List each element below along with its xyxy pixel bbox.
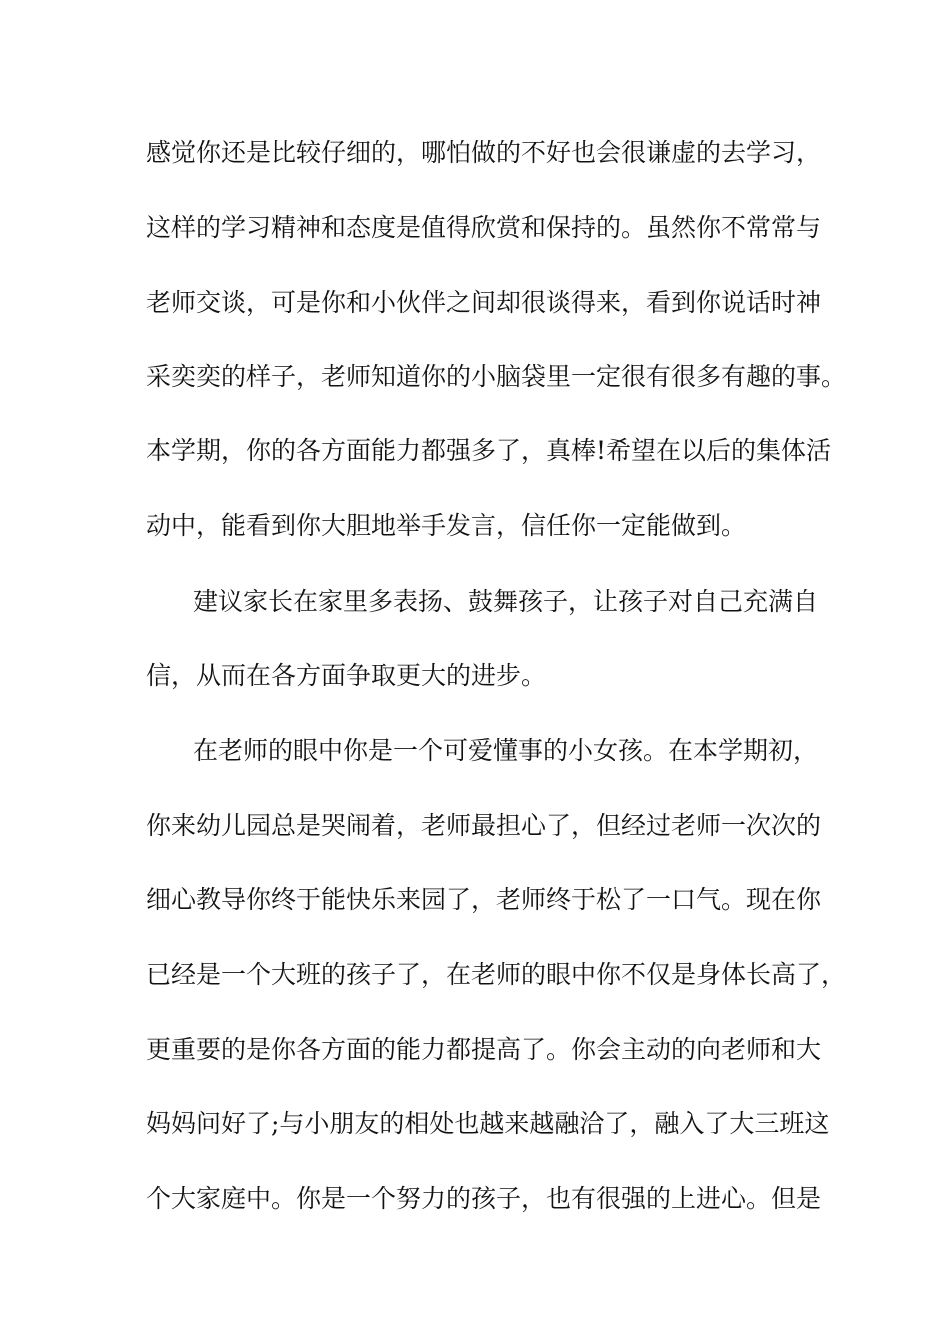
paragraph-3-line-1: 在老师的眼中你是一个可爱懂事的小女孩。在本学期初，	[193, 736, 819, 765]
paragraph-3-line-5: 更重要的是你各方面的能力都提高了。你会主动的向老师和大	[146, 1035, 822, 1064]
text-line-3: 老师交谈，可是你和小伙伴之间却很谈得来，看到你说话时神	[146, 288, 822, 317]
paragraph-3-line-7: 个大家庭中。你是一个努力的孩子，也有很强的上进心。但是	[146, 1184, 822, 1213]
text-line-2: 这样的学习精神和态度是值得欣赏和保持的。虽然你不常常与	[146, 213, 822, 242]
paragraph-2-line-1: 建议家长在家里多表扬、鼓舞孩子，让孩子对自己充满自	[193, 587, 819, 616]
text-line-4: 采奕奕的样子，老师知道你的小脑袋里一定很有很多有趣的事。	[146, 362, 847, 391]
text-line-6: 动中，能看到你大胆地举手发言，信任你一定能做到。	[146, 511, 747, 540]
paragraph-3-line-4: 已经是一个大班的孩子了，在老师的眼中你不仅是身体长高了，	[146, 960, 847, 989]
text-line-5: 本学期，你的各方面能力都强多了，真棒!希望在以后的集体活	[146, 436, 832, 465]
paragraph-3-line-6: 妈妈问好了;与小朋友的相处也越来越融洽了，融入了大三班这	[146, 1109, 830, 1138]
paragraph-3-line-3: 细心教导你终于能快乐来园了，老师终于松了一口气。现在你	[146, 885, 822, 914]
paragraph-3-line-2: 你来幼儿园总是哭闹着，老师最担心了，但经过老师一次次的	[146, 811, 822, 840]
paragraph-2-line-2: 信，从而在各方面争取更大的进步。	[146, 661, 547, 690]
text-line-1: 感觉你还是比较仔细的，哪怕做的不好也会很谦虚的去学习，	[146, 138, 822, 167]
